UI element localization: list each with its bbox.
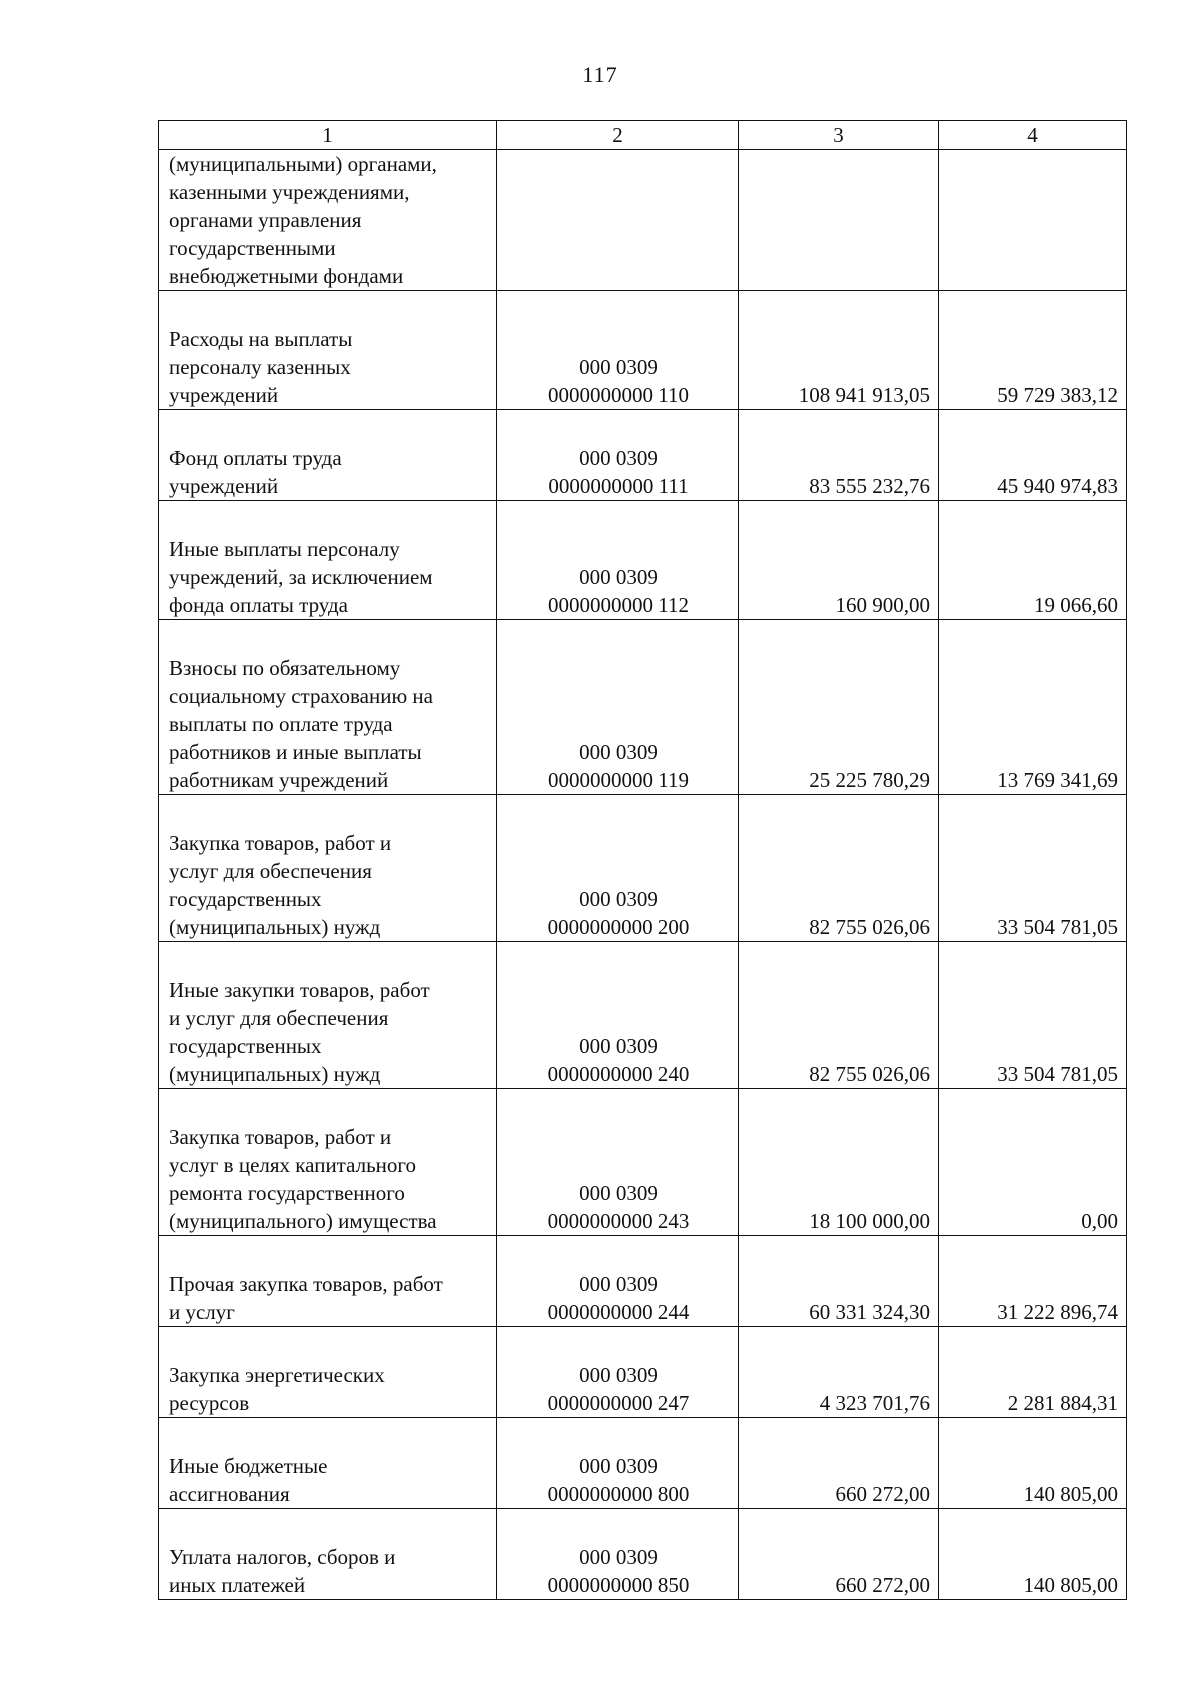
row-name-text: Иные выплаты персоналу учреждений, за исключением фонда оплаты труда	[169, 537, 433, 617]
row-name-text: Иные бюджетные ассигнования	[169, 1454, 328, 1506]
row-name-text: Уплата налогов, сборов и иных платежей	[169, 1545, 396, 1597]
table-row	[159, 1089, 1127, 1236]
row-value-col3: 18 100 000,00	[739, 1089, 939, 1236]
row-name-text: Взносы по обязательному социальному страхованию на выплаты по оплате труда работников и иные выплаты работникам учреждений	[169, 656, 433, 792]
row-value-col3: 60 331 324,30	[739, 1236, 939, 1327]
row-code: 000 0309 0000000000 247	[497, 1327, 739, 1418]
column-header-1: 1	[159, 121, 497, 150]
row-value-col3: 83 555 232,76	[739, 410, 939, 501]
row-code: 000 0309 0000000000 200	[497, 795, 739, 942]
row-name-text: Закупка товаров, работ и услуг в целях капитального ремонта государственного (муниципального) имущества	[169, 1125, 437, 1233]
column-header-3: 3	[739, 121, 939, 150]
page-number: 117	[582, 62, 618, 87]
row-value-col4	[939, 150, 1127, 291]
table-row	[159, 1509, 1127, 1600]
row-name-text: Закупка энергетических ресурсов	[169, 1363, 385, 1415]
row-value-col4: 45 940 974,83	[939, 410, 1127, 501]
budget-expenditure-table	[158, 120, 1127, 1600]
row-value-col3	[739, 150, 939, 291]
table-row	[159, 1327, 1127, 1418]
row-value-col3: 660 272,00	[739, 1509, 939, 1600]
table-row	[159, 942, 1127, 1089]
table-row	[159, 795, 1127, 942]
row-name	[159, 291, 497, 410]
column-header-2: 2	[497, 121, 739, 150]
row-value-col4: 13 769 341,69	[939, 620, 1127, 795]
row-code: 000 0309 0000000000 112	[497, 501, 739, 620]
row-name	[159, 942, 497, 1089]
row-value-col3: 108 941 913,05	[739, 291, 939, 410]
row-name	[159, 1418, 497, 1509]
row-code: 000 0309 0000000000 111	[497, 410, 739, 501]
row-name-text: Прочая закупка товаров, работ и услуг	[169, 1272, 443, 1324]
row-value-col4: 0,00	[939, 1089, 1127, 1236]
row-code: 000 0309 0000000000 244	[497, 1236, 739, 1327]
row-value-col3: 660 272,00	[739, 1418, 939, 1509]
table-row	[159, 1236, 1127, 1327]
row-code: 000 0309 0000000000 240	[497, 942, 739, 1089]
row-code: 000 0309 0000000000 800	[497, 1418, 739, 1509]
row-name	[159, 1089, 497, 1236]
row-value-col3: 25 225 780,29	[739, 620, 939, 795]
column-header-4: 4	[939, 121, 1127, 150]
row-name	[159, 620, 497, 795]
row-name-text: Закупка товаров, работ и услуг для обеспечения государственных (муниципальных) нужд	[169, 831, 392, 939]
row-value-col4: 33 504 781,05	[939, 795, 1127, 942]
table-row	[159, 410, 1127, 501]
row-code: 000 0309 0000000000 119	[497, 620, 739, 795]
row-name	[159, 501, 497, 620]
row-name-text: Расходы на выплаты персоналу казенных учреждений	[169, 327, 353, 407]
row-name	[159, 1327, 497, 1418]
row-name-text: Иные закупки товаров, работ и услуг для обеспечения государственных (муниципальных) нужд	[169, 978, 430, 1086]
table-header-row	[159, 121, 1127, 150]
table-row	[159, 620, 1127, 795]
row-value-col3: 4 323 701,76	[739, 1327, 939, 1418]
row-value-col4: 31 222 896,74	[939, 1236, 1127, 1327]
row-name	[159, 795, 497, 942]
row-value-col4: 140 805,00	[939, 1509, 1127, 1600]
row-name-text: Фонд оплаты труда учреждений	[169, 446, 342, 498]
row-value-col4: 2 281 884,31	[939, 1327, 1127, 1418]
row-value-col3: 82 755 026,06	[739, 795, 939, 942]
table-row	[159, 1418, 1127, 1509]
row-value-col4: 59 729 383,12	[939, 291, 1127, 410]
table-row	[159, 501, 1127, 620]
row-name	[159, 410, 497, 501]
row-code: 000 0309 0000000000 110	[497, 291, 739, 410]
row-value-col3: 160 900,00	[739, 501, 939, 620]
row-name: (муниципальными) органами, казенными учреждениями, органами управления государственными внебюджетными фондами	[159, 150, 497, 291]
row-value-col3: 82 755 026,06	[739, 942, 939, 1089]
row-name	[159, 1509, 497, 1600]
row-name	[159, 1236, 497, 1327]
row-code: 000 0309 0000000000 243	[497, 1089, 739, 1236]
table-row	[159, 291, 1127, 410]
table-row-continuation	[159, 150, 1127, 291]
row-code: 000 0309 0000000000 850	[497, 1509, 739, 1600]
row-value-col4: 19 066,60	[939, 501, 1127, 620]
row-value-col4: 33 504 781,05	[939, 942, 1127, 1089]
row-value-col4: 140 805,00	[939, 1418, 1127, 1509]
row-code	[497, 150, 739, 291]
